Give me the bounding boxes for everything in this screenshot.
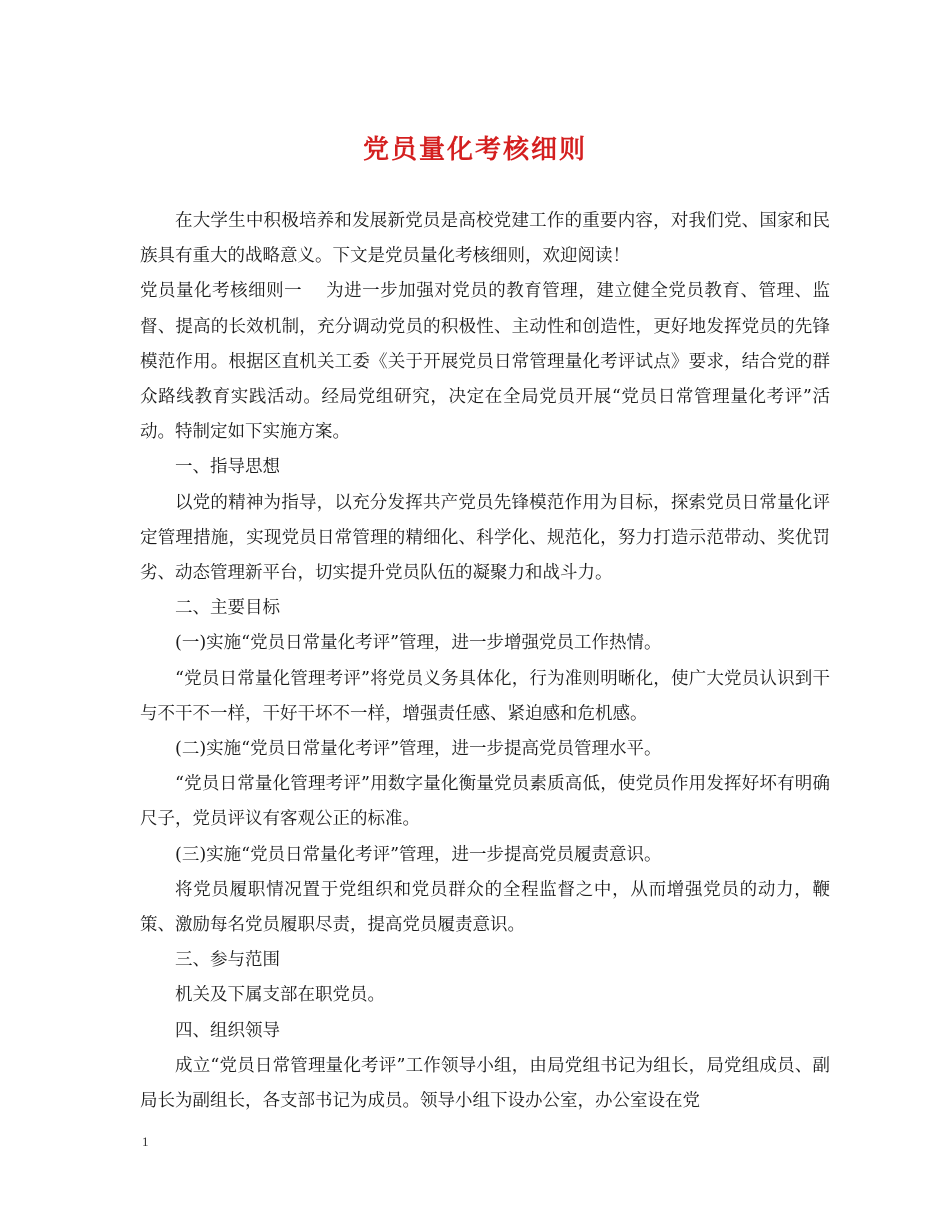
- part-one-paragraph: [140, 274, 830, 450]
- guiding-ideology-paragraph: 以党的精神为指导，以充分发挥共产党员先锋模范作用为目标，探索党员日常量化评定管理措施，实现党员日常管理的精细化、科学化、规范化，努力打造示范带动、奖优罚劣、动态管理新平台，切实提升党员队伍的凝聚力和战斗力。: [140, 492, 830, 584]
- document-title: 党员量化考核细则: [362, 135, 587, 165]
- part-one-text: 为进一步加强对党员的教育管理，建立健全党员教育、管理、监督、提高的长效机制，充分调动党员的积极性、主动性和创造性，更好地发挥党员的先锋模范作用。根据区直机关工委《关于开展党员日常管理量化考评试点》要求，结合党的群众路线教育实践活动。经局党组研究，决定在全局党员开展“党员日常管理量化考评”活动。特制定如下实施方案。: [140, 281, 830, 443]
- section-heading-main-goals: 二、主要目标: [175, 598, 280, 619]
- part-one-label: 党员量化考核细则一: [140, 281, 303, 302]
- leadership-paragraph: 成立“党员日常管理量化考评”工作领导小组，由局党组书记为组长，局党组成员、副局长为副组长，各支部书记为成员。领导小组下设办公室，办公室设在党: [140, 1055, 830, 1112]
- section-heading-leadership: 四、组织领导: [175, 1020, 280, 1041]
- scope-paragraph: 机关及下属支部在职党员。: [175, 985, 385, 1006]
- goal-two-heading: (二)实施“党员日常量化考评”管理，进一步提高党员管理水平。: [175, 739, 662, 760]
- section-heading-scope: 三、参与范围: [175, 950, 280, 971]
- section-heading-guiding-ideology: 一、指导思想: [175, 457, 280, 478]
- goal-one-heading: (一)实施“党员日常量化考评”管理，进一步增强党员工作热情。: [175, 633, 662, 654]
- goal-one-paragraph: “党员日常量化管理考评”将党员义务具体化，行为准则明晰化，使广大党员认识到干与不干不一样，干好干坏不一样，增强责任感、紧迫感和危机感。: [140, 668, 830, 724]
- goal-three-heading: (三)实施“党员日常量化考评”管理，进一步提高党员履责意识。: [175, 844, 662, 865]
- goal-three-paragraph: 将党员履职情况置于党组织和党员群众的全程监督之中，从而增强党员的动力，鞭策、激励每名党员履职尽责，提高党员履责意识。: [140, 879, 830, 936]
- intro-paragraph: 在大学生中积极培养和发展新党员是高校党建工作的重要内容，对我们党、国家和民族具有重大的战略意义。下文是党员量化考核细则，欢迎阅读！: [140, 211, 830, 267]
- goal-two-paragraph: “党员日常量化管理考评”用数字量化衡量党员素质高低，使党员作用发挥好坏有明确尺子，党员评议有客观公正的标准。: [140, 774, 830, 830]
- document-body: [140, 204, 830, 1119]
- page-number: 1: [142, 1134, 149, 1149]
